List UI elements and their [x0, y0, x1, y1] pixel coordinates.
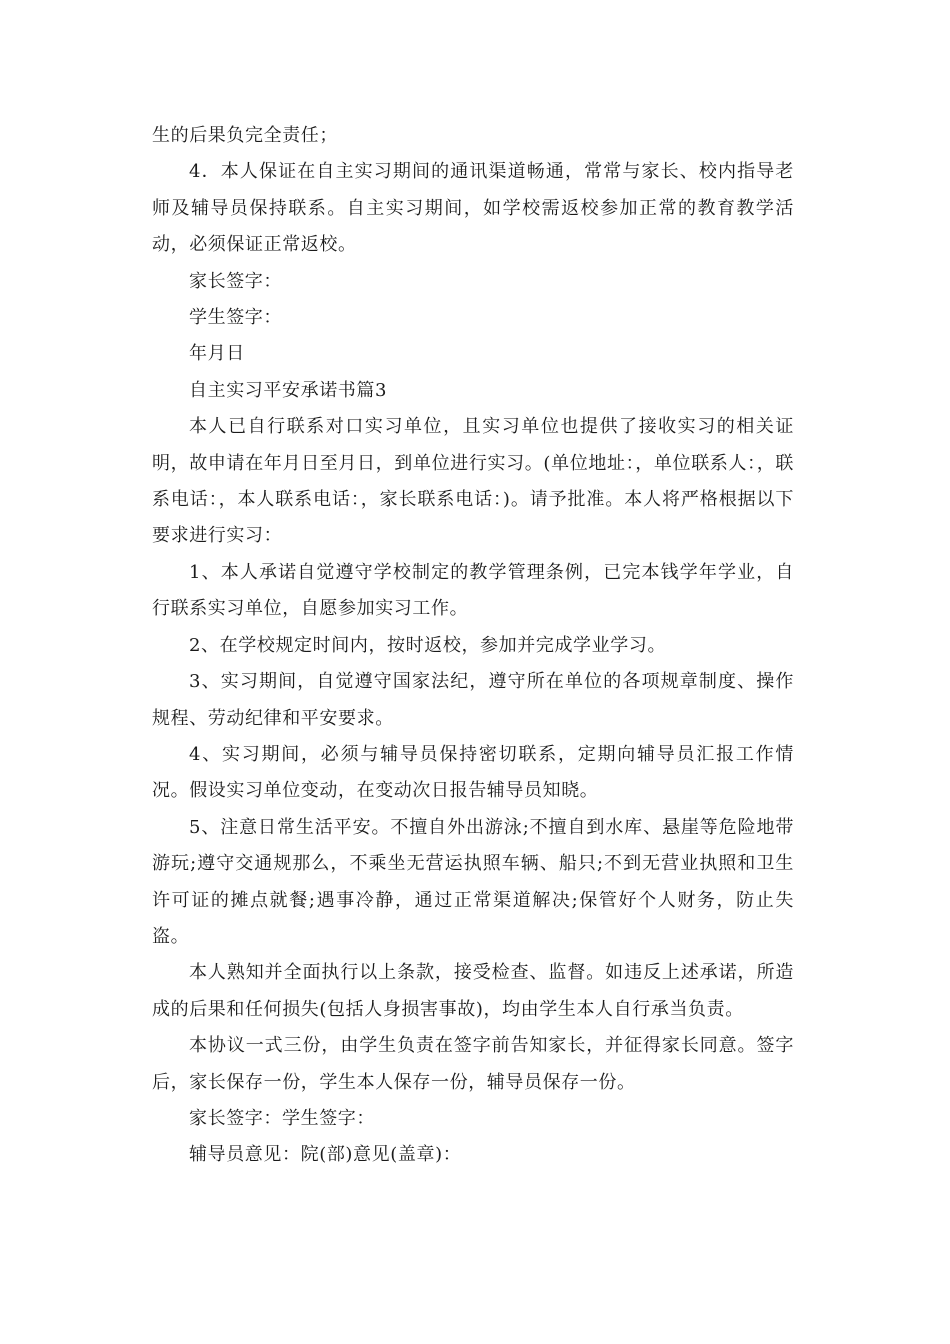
- section-title: 自主实习平安承诺书篇3: [189, 379, 388, 401]
- signature-line-counselor-dept: 辅导员意见：院(部)意见(盖章)：: [189, 1144, 462, 1166]
- document-body: [152, 118, 794, 1174]
- paragraph-item-3: 3、实习期间，自觉遵守国家法纪，遵守所在单位的各项规章制度、操作规程、劳动纪律和平安要求。: [152, 671, 794, 729]
- paragraph-acknowledgement: 本人熟知并全面执行以上条款，接受检查、监督。如违反上述承诺，所造成的后果和任何损失(包括人身损害事故)，均由学生本人自行承当负责。: [152, 962, 794, 1020]
- paragraph-item-5: 5、注意日常生活平安。不擅自外出游泳;不擅自到水库、悬崖等危险地带游玩;遵守交通规那么，不乘坐无营运执照车辆、船只;不到无营业执照和卫生许可证的摊点就餐;遇事冷静，通过正常渠道解决;保管好个人财务，防止失盗。: [152, 816, 794, 947]
- paragraph-item-2: 2、在学校规定时间内，按时返校，参加并完成学业学习。: [189, 634, 667, 656]
- paragraph-copies: 本协议一式三份，由学生负责在签字前告知家长，并征得家长同意。签字后，家长保存一份，学生本人保存一份，辅导员保存一份。: [152, 1035, 794, 1093]
- paragraph-intro: 本人已自行联系对口实习单位，且实习单位也提供了接收实习的相关证明，故申请在年月日至月日，到单位进行实习。(单位地址：，单位联系人：，联系电话：，本人联系电话：，家长联系电话：)。请予批准。本人将严格根据以下要求进行实习：: [152, 416, 794, 547]
- paragraph-item-1: 1、本人承诺自觉遵守学校制定的教学管理条例，已完本钱学年学业，自行联系实习单位，自愿参加实习工作。: [152, 561, 794, 620]
- paragraph-item-4: 4、实习期间，必须与辅导员保持密切联系，定期向辅导员汇报工作情况。假设实习单位变动，在变动次日报告辅导员知晓。: [152, 743, 794, 802]
- paragraph-continuation: 生的后果负完全责任；: [152, 125, 338, 146]
- date-line: 年月日: [189, 343, 245, 365]
- student-signature-line: 学生签字：: [189, 307, 282, 329]
- paragraph-clause-4: 4．本人保证在自主实习期间的通讯渠道畅通，常常与家长、校内指导老师及辅导员保持联系。自主实习期间，如学校需返校参加正常的教育教学活动，必须保证正常返校。: [152, 161, 794, 256]
- signature-line-parent-student: 家长签字：学生签字：: [189, 1107, 375, 1129]
- parent-signature-line: 家长签字：: [189, 270, 282, 292]
